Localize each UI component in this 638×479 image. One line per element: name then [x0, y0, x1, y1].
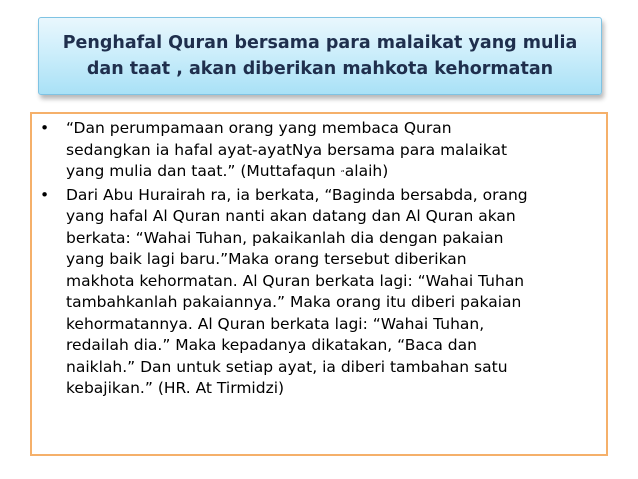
title-line-2: dan taat , akan diberikan mahkota kehormatan — [86, 59, 554, 79]
bullet-2-line-10: kebajikan.” (HR. At Tirmidzi) — [66, 379, 285, 397]
bullet-item-2 — [32, 185, 606, 400]
title-box — [38, 17, 602, 95]
bullet-dot-icon: • — [40, 185, 50, 204]
bullet-1-line-3-tail: alaih) — [344, 162, 389, 180]
content-box — [30, 112, 608, 456]
bullet-2-line-6: tambahkanlah pakaiannya.” Maka orang itu diberi pakaian — [66, 293, 522, 311]
bullet-2-line-5: makhota kehormatan. Al Quran berkata lagi: “Wahai Tuhan — [66, 271, 525, 290]
bullet-2-line-4: yang baik lagi baru.”Maka orang tersebut diberikan — [66, 250, 467, 268]
bullet-1-line-3-text: yang mulia dan taat.” (Muttafaqun — [66, 162, 336, 180]
bullet-2-line-8: redailah dia.” Maka kepadanya dikatakan, “Baca dan — [66, 336, 477, 354]
bullet-2-line-7: kehormatannya. Al Quran berkata lagi: “Wahai Tuhan, — [66, 314, 485, 333]
bullet-2-line-3: berkata: “Wahai Tuhan, pakaikanlah dia dengan pakaian — [66, 228, 504, 247]
bullet-2-line-1: Dari Abu Hurairah ra, ia berkata, “Baginda bersabda, orang — [66, 185, 528, 204]
bullet-2-line-9: naiklah.” Dan untuk setiap ayat, ia diberi tambahan satu — [66, 357, 508, 376]
bullet-1-line-2: sedangkan ia hafal ayat-ayatNya bersama para malaikat — [66, 140, 508, 159]
title-line-1: Penghafal Quran bersama para malaikat yang mulia — [62, 33, 578, 53]
bullet-dot-icon: • — [40, 119, 50, 137]
bullet-list — [32, 118, 606, 400]
bullet-1-line-1: “Dan perumpamaan orang yang membaca Quran — [66, 119, 452, 137]
bullet-2-line-2: yang hafal Al Quran nanti akan datang dan Al Quran akan — [66, 207, 516, 225]
bullet-item-1 — [32, 118, 606, 185]
bullet-1-line-3 — [66, 161, 602, 185]
bullet-1-small-mark: “ — [340, 169, 345, 178]
